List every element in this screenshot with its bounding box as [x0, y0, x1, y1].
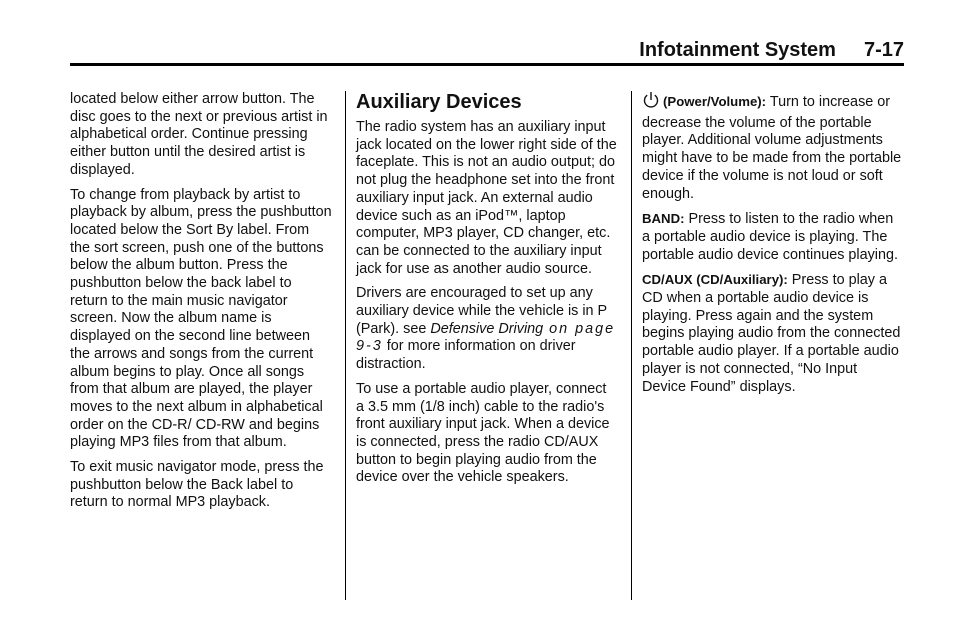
cdaux-paragraph — [642, 271, 904, 396]
power-volume-paragraph — [642, 91, 904, 203]
power-icon — [642, 91, 660, 115]
band-paragraph — [642, 210, 904, 264]
text: for more information on driver distraction. — [356, 338, 576, 373]
page-header — [70, 38, 904, 62]
column-divider-1 — [345, 91, 346, 600]
band-term: BAND: — [642, 211, 685, 227]
paragraph: To exit music navigator mode, press the pushbutton below the Back label to return to normal MP3 playback. — [70, 459, 324, 511]
column-1 — [70, 91, 332, 519]
column-divider-2 — [631, 91, 632, 600]
section-heading: Auxiliary Devices — [356, 91, 522, 113]
text: Press to play a CD when a portable audio device is playing. Press again and the system begins playing audio from the connected portable audio player. If a portable audio player is not connected, “No Input Device Found” displays. — [642, 272, 901, 395]
column-2 — [356, 91, 618, 494]
cdaux-term: CD/AUX (CD/Auxiliary): — [642, 272, 788, 288]
text: Turn to increase or decrease the volume of the portable player. Additional volume adjustments might have to be made from the portable device if the volume is not loud or soft enough. — [642, 94, 902, 202]
paragraph: located below either arrow button. The disc goes to the next or previous artist in alphabetical order. Continue pressing either button until the desired artist is displayed. — [70, 91, 328, 178]
header-rule — [70, 63, 904, 66]
paragraph: The radio system has an auxiliary input jack located on the lower right side of the faceplate. This is not an audio output; do not plug the headphone set into the front auxiliary input jack. An external audio device such as an iPod™, laptop computer, MP3 player, CD changer, etc. can be connected to the auxiliary input jack for use as another audio source. — [356, 119, 617, 277]
section-title: Infotainment System — [639, 39, 836, 61]
column-3 — [642, 91, 904, 403]
cross-reference-page[interactable]: 9-3 — [356, 338, 383, 355]
text: Press to listen to the radio when a portable audio device is playing. The portable audio device continues playing. — [642, 211, 899, 263]
paragraph: To use a portable audio player, connect a 3.5 mm (1/8 inch) cable to the radio's front auxiliary input jack. When a device is connected, press the radio CD/AUX button to begin playing audio from the device over the vehicle speakers. — [356, 380, 610, 486]
text: Drivers are encouraged to set up any auxiliary device while the vehicle is in P (Park). see — [356, 285, 607, 337]
paragraph — [356, 285, 618, 374]
cross-reference-link[interactable]: Defensive Driving — [430, 320, 544, 337]
power-volume-term: (Power/Volume): — [663, 94, 767, 109]
cross-reference-on-page: on page — [543, 320, 616, 337]
page-number: 7-17 — [863, 39, 904, 61]
paragraph: To change from playback by artist to playback by album, press the pushbutton located below the Sort By label. From the sort screen, push one of the buttons below the album button. Press the pushbutton below the back label to return to the main music navigator screen. Now the album name is displayed on the second line between the arrows and songs from the current album begins to play. Once all songs from that album are played, the player moves to the next album in alphabetical order on the CD-R/ CD-RW and begins playing MP3 files from that album. — [70, 186, 332, 451]
